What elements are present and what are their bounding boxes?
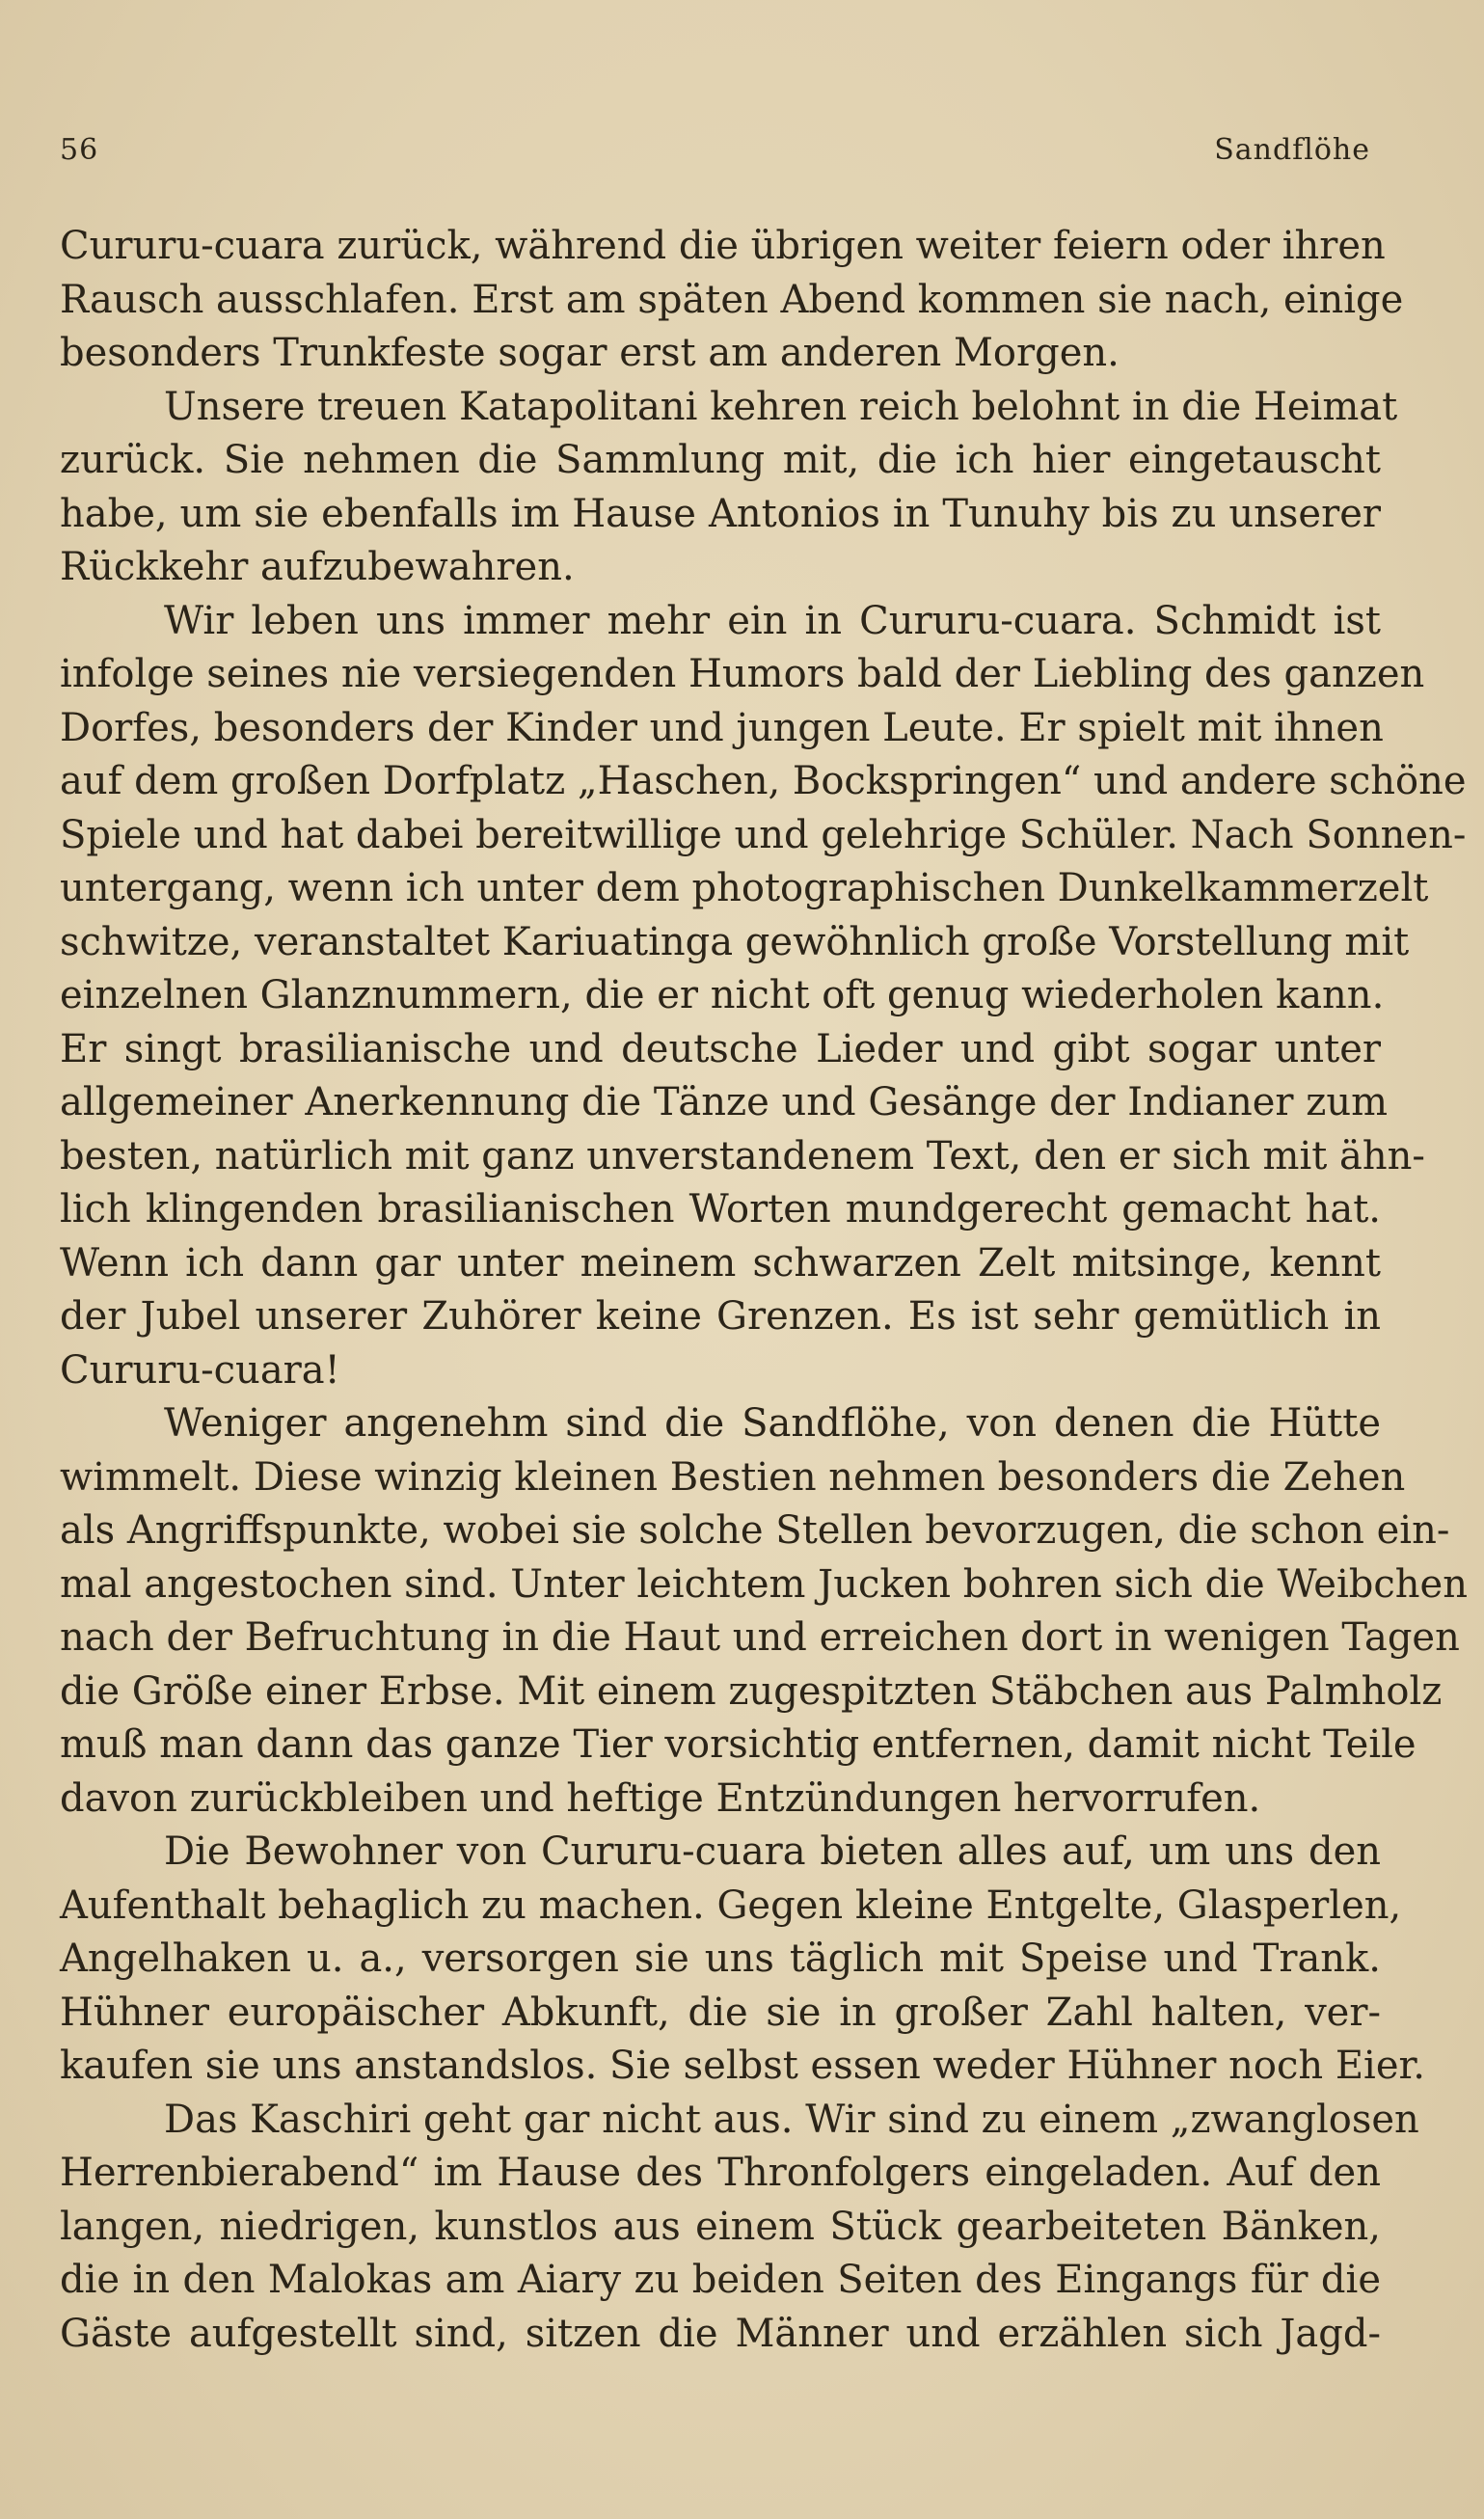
text-line: Angelhaken u. a., versorgen sie uns täglich mit Speise und Trank. (60, 1937, 1381, 1981)
text-line: der Jubel unserer Zuhörer keine Grenzen. Es ist sehr gemütlich in (60, 1294, 1381, 1339)
text-line: Cururu-cuara! (60, 1347, 340, 1393)
text-line: besten, natürlich mit ganz unverstandenem Text, den er sich mit ähn- (60, 1133, 1425, 1178)
text-line: infolge seines nie versiegenden Humors bald der Liebling des ganzen (60, 652, 1425, 696)
text-line: Weniger angenehm sind die Sandflöhe, von denen die Hütte (164, 1401, 1381, 1446)
text-line: Die Bewohner von Cururu-cuara bieten alles auf, um uns den (164, 1829, 1381, 1874)
text-line: Gäste aufgestellt sind, sitzen die Männer und erzählen sich Jagd- (60, 2311, 1381, 2356)
page-number: 56 (60, 133, 99, 167)
text-line: Cururu-cuara zurück, während die übrigen weiter feiern oder ihren (60, 224, 1386, 268)
text-line: Hühner europäischer Abkunft, die sie in großer Zahl halten, ver- (60, 1990, 1381, 2035)
text-line: kaufen sie uns anstandslos. Sie selbst essen weder Hühner noch Eier. (60, 2044, 1425, 2088)
page-header (60, 133, 1370, 181)
text-line: Spiele und hat dabei bereitwillige und gelehrige Schüler. Nach Sonnen- (60, 812, 1467, 857)
text-line: Wenn ich dann gar unter meinem schwarzen Zelt mitsinge, kennt (60, 1240, 1381, 1286)
text-line: Aufenthalt behaglich zu machen. Gegen kleine Entgelte, Glasperlen, (60, 1882, 1402, 1928)
text-line: zurück. Sie nehmen die Sammlung mit, die ich hier eingetauscht (60, 438, 1381, 482)
text-line: habe, um sie ebenfalls im Hause Antonios in Tunuhy bis zu unserer (60, 491, 1381, 536)
text-line: Rausch ausschlafen. Erst am späten Abend kommen sie nach, einige (60, 277, 1404, 322)
text-line: Er singt brasilianische und deutsche Lieder und gibt sogar unter (60, 1026, 1381, 1071)
text-line: muß man dann das ganze Tier vorsichtig entfernen, damit nicht Teile (60, 1722, 1417, 1767)
text-line: nach der Befruchtung in die Haut und erreichen dort in wenigen Tagen (60, 1615, 1460, 1660)
text-line: untergang, wenn ich unter dem photographischen Dunkelkammerzelt (60, 866, 1429, 910)
text-line: lich klingenden brasilianischen Worten mundgerecht gemacht hat. (60, 1187, 1381, 1232)
text-line: mal angestochen sind. Unter leichtem Jucken bohren sich die Weibchen (60, 1561, 1468, 1607)
text-line: Dorfes, besonders der Kinder und jungen Leute. Er spielt mit ihnen (60, 705, 1384, 750)
text-line: schwitze, veranstaltet Kariuatinga gewöhnlich große Vorstellung mit (60, 919, 1410, 964)
text-line: Unsere treuen Katapolitani kehren reich belohnt in die Heimat (164, 384, 1398, 429)
text-line: auf dem großen Dorfplatz „Haschen, Bockspringen“ und andere schöne (60, 759, 1467, 803)
text-line: als Angriffspunkte, wobei sie solche Stellen bevorzugen, die schon ein- (60, 1508, 1450, 1553)
text-line: Rückkehr aufzubewahren. (60, 545, 575, 589)
running-title: Sandflöhe (1214, 133, 1370, 167)
text-line: langen, niedrigen, kunstlos aus einem Stück gearbeiteten Bänken, (60, 2204, 1381, 2249)
text-line: allgemeiner Anerkennung die Tänze und Gesänge der Indianer zum (60, 1080, 1389, 1124)
text-line: wimmelt. Diese winzig kleinen Bestien nehmen besonders die Zehen (60, 1454, 1406, 1500)
body-text (60, 220, 1468, 2361)
text-line: Wir leben uns immer mehr ein in Cururu-cuara. Schmidt ist (164, 598, 1381, 643)
text-line: die in den Malokas am Aiary zu beiden Seiten des Eingangs für die (60, 2258, 1381, 2302)
text-line: die Größe einer Erbse. Mit einem zugespitzten Stäbchen aus Palmholz (60, 1668, 1443, 1714)
text-line: Herrenbierabend“ im Hause des Thronfolgers eingeladen. Auf den (60, 2151, 1381, 2195)
text-line: einzelnen Glanznummern, die er nicht oft genug wiederholen kann. (60, 973, 1385, 1017)
text-line: Das Kaschiri geht gar nicht aus. Wir sind zu einem „zwanglosen (164, 2097, 1419, 2142)
text-line: besonders Trunkfeste sogar erst am anderen Morgen. (60, 331, 1120, 375)
text-line: davon zurückbleiben und heftige Entzündungen hervorrufen. (60, 1775, 1261, 1821)
